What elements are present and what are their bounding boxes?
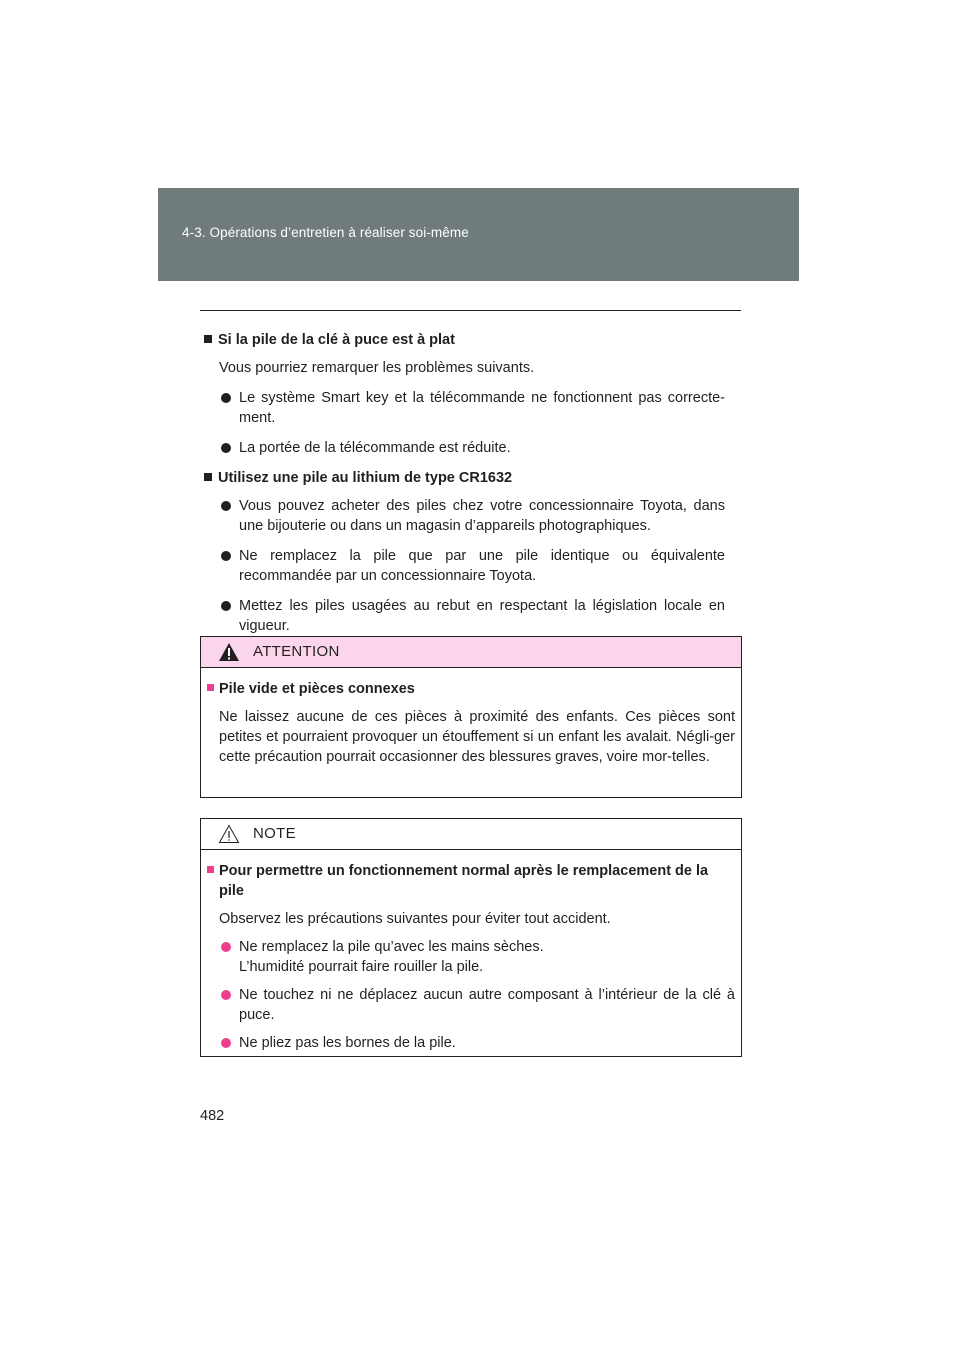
- circle-bullet-icon: [221, 393, 231, 403]
- list-item: La portée de la télécommande est réduite.: [200, 438, 741, 458]
- circle-bullet-icon: [221, 1038, 231, 1048]
- square-bullet-icon: [207, 684, 214, 691]
- section1-heading: Si la pile de la clé à puce est à plat: [200, 330, 741, 350]
- note-body: [201, 850, 741, 1075]
- note-intro: Observez les précautions suivantes pour éviter tout accident.: [219, 911, 611, 927]
- section-title: 4-3. Opérations d’entretien à réaliser soi-même: [182, 225, 469, 240]
- section1-intro: Vous pourriez remarquer les problèmes suivants.: [219, 360, 535, 376]
- section-header-band: [158, 188, 799, 281]
- page-number: 482: [200, 1108, 225, 1124]
- attention-heading: Pile vide et pièces connexes: [207, 679, 735, 699]
- circle-bullet-icon: [221, 443, 231, 453]
- square-bullet-icon: [204, 473, 212, 481]
- square-bullet-icon: [207, 866, 214, 873]
- list-item: Ne touchez ni ne déplacez aucun autre composant à l’intérieur de la clé à puce.: [207, 985, 735, 1025]
- circle-bullet-icon: [221, 942, 231, 952]
- top-divider: [200, 310, 741, 311]
- attention-box: [200, 636, 742, 798]
- attention-label: ATTENTION: [253, 643, 340, 660]
- list-item: Le système Smart key et la télécommande ne fonctionnent pas correcte-ment.: [200, 388, 741, 428]
- caution-outline-icon: [218, 824, 240, 844]
- attention-text: Ne laissez aucune de ces pièces à proximité des enfants. Ces pièces sont petites et pourraient provoquer un étouffement si un enfant les avalait. Négli-ger cette précaution pourrait occasionner des blessures graves, voire mor-telles.: [219, 709, 735, 765]
- main-content: [200, 324, 741, 646]
- list-item: Ne remplacez la pile qu’avec les mains sèches. L’humidité pourrait faire rouiller la pile.: [207, 937, 735, 977]
- note-heading: Pour permettre un fonctionnement normal après le remplacement de la pile: [207, 861, 735, 901]
- list-item: Ne pliez pas les bornes de la pile.: [207, 1033, 735, 1053]
- circle-bullet-icon: [221, 551, 231, 561]
- section2-heading: Utilisez une pile au lithium de type CR1632: [200, 468, 741, 488]
- note-header: [201, 819, 741, 850]
- square-bullet-icon: [204, 335, 212, 343]
- warning-triangle-icon: [218, 642, 240, 662]
- circle-bullet-icon: [221, 501, 231, 511]
- circle-bullet-icon: [221, 601, 231, 611]
- list-item: Vous pouvez acheter des piles chez votre concessionnaire Toyota, dans une bijouterie ou dans un magasin d’appareils photographiques.: [200, 496, 741, 536]
- circle-bullet-icon: [221, 990, 231, 1000]
- note-label: NOTE: [253, 825, 296, 842]
- list-item: Ne remplacez la pile que par une pile identique ou équivalente recommandée par un concessionnaire Toyota.: [200, 546, 741, 586]
- attention-header: [201, 637, 741, 668]
- note-box: [200, 818, 742, 1057]
- attention-body: [201, 668, 741, 789]
- list-item: Mettez les piles usagées au rebut en respectant la législation locale en vigueur.: [200, 596, 741, 636]
